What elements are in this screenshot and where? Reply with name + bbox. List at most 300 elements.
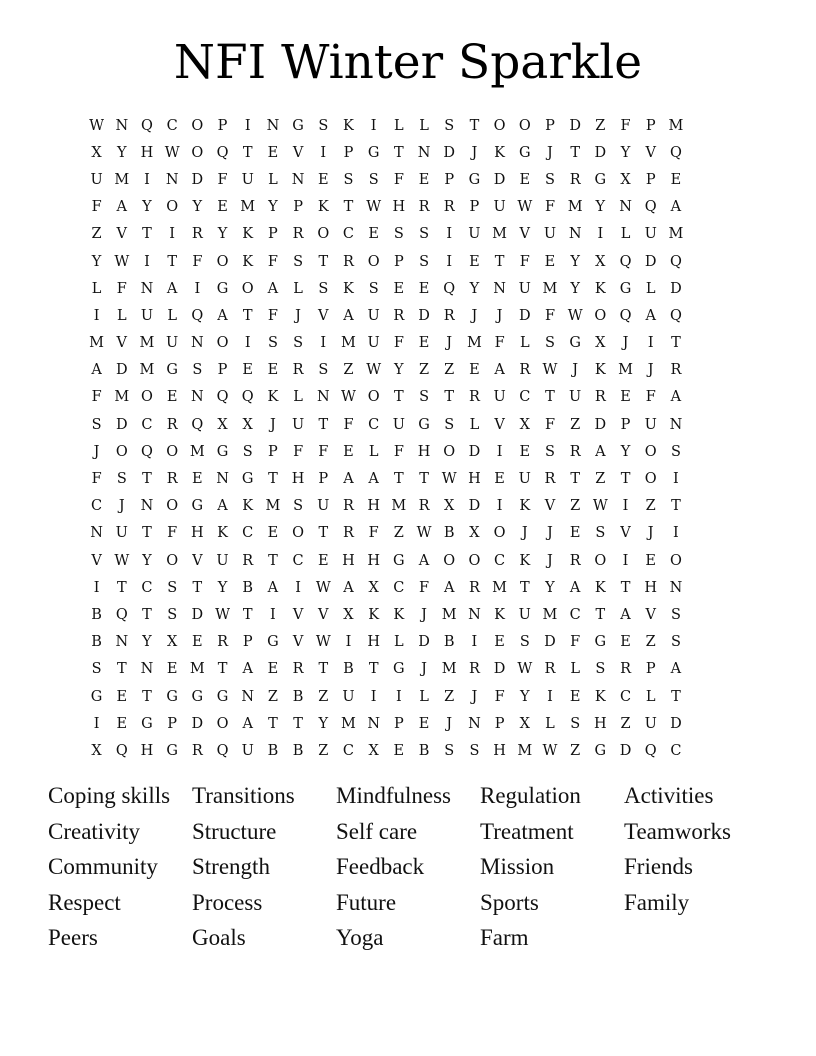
grid-letter: T xyxy=(368,661,379,678)
grid-letter: V xyxy=(91,552,102,569)
grid-letter: S xyxy=(368,280,379,297)
grid-letter: F xyxy=(519,253,530,270)
grid-letter: W xyxy=(215,606,230,623)
grid-letter: V xyxy=(318,307,329,324)
grid-letter: R xyxy=(544,471,556,488)
grid-letter: V xyxy=(519,226,531,243)
grid-letter: Y xyxy=(192,199,203,216)
grid-letter: M xyxy=(542,606,558,623)
grid-letter: F xyxy=(116,280,127,297)
grid-letter: Q xyxy=(644,199,657,216)
grid-letter: I xyxy=(93,307,100,324)
grid-row xyxy=(84,248,740,275)
grid-letter: T xyxy=(419,471,429,488)
grid-letter: R xyxy=(468,579,480,596)
grid-letter: G xyxy=(166,362,178,379)
grid-letter: T xyxy=(671,335,681,352)
grid-letter: S xyxy=(91,661,102,678)
grid-letter: J xyxy=(496,307,503,324)
grid-letter: I xyxy=(471,634,478,651)
grid-letter: S xyxy=(444,117,455,134)
grid-letter: S xyxy=(419,253,429,270)
grid-letter: O xyxy=(518,117,531,134)
grid-letter: P xyxy=(545,117,555,134)
grid-letter: N xyxy=(241,688,255,705)
grid-letter: M xyxy=(492,226,508,243)
grid-letter: R xyxy=(393,307,405,324)
grid-letter: R xyxy=(242,552,254,569)
grid-letter: M xyxy=(668,226,684,243)
grid-letter: X xyxy=(368,579,379,596)
grid-letter: Q xyxy=(241,389,254,406)
grid-letter: Q xyxy=(669,307,682,324)
grid-letter: L xyxy=(91,280,102,297)
grid-letter: B xyxy=(418,742,430,759)
word-search-grid xyxy=(84,112,740,765)
grid-letter: K xyxy=(267,389,279,406)
grid-letter: E xyxy=(544,253,556,270)
grid-letter: O xyxy=(443,443,456,460)
grid-letter: K xyxy=(343,117,354,134)
grid-letter: M xyxy=(542,280,558,297)
grid-letter: J xyxy=(446,715,453,732)
grid-letter: I xyxy=(622,552,629,569)
grid-letter: Z xyxy=(444,688,455,705)
grid-letter: E xyxy=(116,715,128,732)
grid-letter: W xyxy=(341,389,356,406)
grid-letter: Q xyxy=(216,742,229,759)
grid-letter: U xyxy=(493,199,506,216)
grid-letter: O xyxy=(468,552,481,569)
grid-letter: J xyxy=(421,661,427,678)
grid-row xyxy=(84,411,740,438)
grid-letter: E xyxy=(368,226,379,243)
grid-letter: I xyxy=(370,688,377,705)
grid-letter: F xyxy=(393,335,404,352)
grid-letter: Q xyxy=(141,117,153,134)
grid-row xyxy=(84,520,740,547)
grid-letter: K xyxy=(368,606,380,623)
grid-letter: Q xyxy=(115,742,128,759)
grid-row xyxy=(84,710,740,737)
grid-letter: E xyxy=(267,362,279,379)
grid-letter: Q xyxy=(216,144,229,161)
grid-letter: N xyxy=(669,579,683,596)
grid-letter: K xyxy=(594,280,606,297)
grid-letter: S xyxy=(519,634,530,651)
grid-letter: Y xyxy=(116,144,127,161)
grid-letter: N xyxy=(140,661,154,678)
grid-letter: T xyxy=(242,144,253,161)
grid-letter: O xyxy=(216,335,229,352)
grid-letter: E xyxy=(267,525,279,542)
grid-letter: H xyxy=(367,552,380,569)
grid-letter: T xyxy=(167,253,177,270)
grid-letter: M xyxy=(618,362,633,379)
grid-letter: Y xyxy=(570,280,580,297)
grid-letter: Q xyxy=(669,144,682,161)
grid-row xyxy=(84,493,740,520)
grid-letter: X xyxy=(620,171,631,188)
grid-letter: U xyxy=(317,498,330,515)
grid-letter: S xyxy=(670,634,681,651)
grid-letter: S xyxy=(343,171,354,188)
grid-letter: T xyxy=(620,471,631,488)
grid-letter: B xyxy=(242,579,254,596)
grid-letter: M xyxy=(567,199,583,216)
grid-row xyxy=(84,330,740,357)
grid-letter: A xyxy=(418,552,430,569)
grid-letter: N xyxy=(367,715,380,732)
grid-letter: R xyxy=(418,199,430,216)
grid-letter: I xyxy=(194,280,201,297)
grid-letter: W xyxy=(315,634,331,651)
grid-row xyxy=(84,357,740,384)
grid-letter: N xyxy=(568,226,582,243)
grid-letter: X xyxy=(166,634,178,651)
grid-letter: G xyxy=(267,634,279,651)
grid-letter: D xyxy=(468,498,481,515)
grid-letter: J xyxy=(93,443,100,460)
grid-letter: O xyxy=(594,552,607,569)
grid-letter: G xyxy=(594,171,607,188)
word-list-item: Farm xyxy=(480,925,529,950)
grid-letter: D xyxy=(443,144,456,161)
grid-letter: A xyxy=(217,307,228,324)
grid-letter: A xyxy=(569,579,581,596)
grid-letter: T xyxy=(268,471,278,488)
grid-letter: B xyxy=(267,742,279,759)
grid-letter: K xyxy=(494,144,506,161)
grid-letter: P xyxy=(444,171,455,188)
grid-letter: Z xyxy=(91,226,102,243)
grid-letter: A xyxy=(242,661,253,678)
grid-letter: E xyxy=(418,335,430,352)
grid-letter: T xyxy=(268,715,278,732)
grid-letter: E xyxy=(192,471,203,488)
grid-letter: T xyxy=(570,144,580,161)
grid-letter: F xyxy=(393,171,404,188)
grid-letter: X xyxy=(444,498,455,515)
grid-letter: T xyxy=(570,471,580,488)
grid-letter: O xyxy=(292,525,305,542)
grid-letter: M xyxy=(189,443,205,460)
word-list-item: Creativity xyxy=(48,818,140,844)
grid-letter: Q xyxy=(191,307,204,324)
grid-letter: U xyxy=(90,171,103,188)
grid-letter: Y xyxy=(268,199,278,216)
grid-letter: G xyxy=(216,443,229,460)
grid-letter: H xyxy=(342,552,355,569)
grid-letter: Z xyxy=(645,634,656,651)
word-list-item: Teamworks xyxy=(624,818,731,844)
grid-letter: W xyxy=(164,144,180,161)
grid-letter: I xyxy=(673,525,679,542)
grid-letter: O xyxy=(669,552,682,569)
word-list-item: Transitions xyxy=(192,783,295,808)
grid-letter: C xyxy=(569,606,581,623)
grid-letter: E xyxy=(242,362,254,379)
grid-letter: L xyxy=(620,226,631,243)
grid-letter: K xyxy=(217,525,228,542)
grid-letter: A xyxy=(645,307,656,324)
grid-letter: F xyxy=(544,199,555,216)
grid-letter: E xyxy=(620,389,631,406)
grid-letter: F xyxy=(91,199,102,216)
grid-letter: N xyxy=(115,634,129,651)
grid-letter: F xyxy=(192,253,203,270)
grid-letter: I xyxy=(320,144,327,161)
grid-letter: K xyxy=(242,498,254,515)
grid-letter: I xyxy=(244,335,251,352)
grid-letter: K xyxy=(594,579,606,596)
grid-letter: H xyxy=(291,471,305,488)
grid-letter: F xyxy=(494,335,505,352)
grid-row xyxy=(84,737,740,764)
grid-letter: I xyxy=(270,606,276,623)
grid-letter: T xyxy=(595,606,606,623)
grid-letter: A xyxy=(343,471,354,488)
grid-letter: X xyxy=(368,742,379,759)
grid-row xyxy=(84,465,740,492)
grid-letter: E xyxy=(192,634,203,651)
grid-letter: N xyxy=(140,280,154,297)
word-list-item: Regulation xyxy=(480,783,581,808)
grid-letter: Y xyxy=(595,199,606,216)
word-list-item: Sports xyxy=(480,889,539,915)
grid-letter: N xyxy=(669,416,683,433)
grid-letter: A xyxy=(116,199,128,216)
grid-letter: T xyxy=(142,606,152,623)
grid-letter: A xyxy=(670,661,682,678)
grid-letter: L xyxy=(469,416,480,433)
grid-letter: G xyxy=(191,498,204,515)
grid-letter: I xyxy=(547,688,553,705)
grid-letter: P xyxy=(393,715,404,732)
grid-letter: R xyxy=(443,199,455,216)
grid-letter: N xyxy=(468,606,481,623)
grid-letter: A xyxy=(670,389,682,406)
word-list-item: Respect xyxy=(48,889,121,915)
grid-letter: D xyxy=(115,362,128,379)
grid-letter: S xyxy=(444,416,455,433)
grid-letter: S xyxy=(545,443,555,460)
grid-letter: K xyxy=(519,552,531,569)
grid-letter: T xyxy=(318,253,329,270)
grid-letter: I xyxy=(496,443,503,460)
grid-letter: D xyxy=(191,606,204,623)
grid-letter: P xyxy=(217,362,228,379)
grid-letter: I xyxy=(295,579,301,596)
grid-letter: E xyxy=(217,199,228,216)
grid-letter: S xyxy=(469,742,480,759)
grid-letter: N xyxy=(191,389,204,406)
grid-letter: A xyxy=(166,280,178,297)
grid-letter: E xyxy=(317,552,329,569)
grid-letter: K xyxy=(594,362,606,379)
grid-letter: G xyxy=(292,117,304,134)
grid-letter: S xyxy=(318,117,329,134)
grid-letter: G xyxy=(216,280,229,297)
grid-letter: P xyxy=(217,117,228,134)
grid-row xyxy=(84,112,740,139)
grid-letter: V xyxy=(645,606,656,623)
grid-letter: D xyxy=(418,307,430,324)
grid-letter: U xyxy=(644,715,657,732)
grid-letter: B xyxy=(91,634,102,651)
word-list-item: Process xyxy=(192,889,263,915)
grid-letter: J xyxy=(547,525,553,542)
grid-letter: R xyxy=(292,362,304,379)
word-list-item: Community xyxy=(48,854,158,879)
word-bank xyxy=(48,778,768,956)
grid-letter: E xyxy=(494,471,505,488)
grid-letter: R xyxy=(620,661,631,678)
grid-letter: E xyxy=(393,280,405,297)
grid-row xyxy=(84,221,740,248)
grid-letter: W xyxy=(542,742,558,759)
grid-letter: O xyxy=(241,280,254,297)
grid-row xyxy=(84,139,740,166)
grid-letter: I xyxy=(244,117,251,134)
grid-letter: T xyxy=(394,144,404,161)
grid-letter: Y xyxy=(620,443,631,460)
grid-letter: U xyxy=(644,226,657,243)
grid-row xyxy=(84,438,740,465)
grid-letter: F xyxy=(318,443,329,460)
grid-letter: C xyxy=(368,416,380,433)
grid-letter: V xyxy=(494,416,505,433)
grid-letter: R xyxy=(468,661,480,678)
grid-letter: Q xyxy=(216,389,229,406)
grid-letter: C xyxy=(141,416,153,433)
grid-letter: T xyxy=(142,525,152,542)
grid-letter: Y xyxy=(142,199,152,216)
grid-letter: S xyxy=(167,579,178,596)
grid-letter: N xyxy=(468,715,481,732)
grid-letter: E xyxy=(116,688,128,705)
grid-letter: T xyxy=(620,579,631,596)
grid-letter: O xyxy=(493,525,506,542)
grid-row xyxy=(84,601,740,628)
grid-letter: H xyxy=(392,199,406,216)
grid-letter: M xyxy=(391,498,407,515)
grid-letter: M xyxy=(139,335,155,352)
grid-letter: G xyxy=(518,144,531,161)
word-list-item: Structure xyxy=(192,818,277,844)
grid-letter: I xyxy=(496,498,503,515)
grid-letter: G xyxy=(141,715,153,732)
grid-letter: W xyxy=(567,307,583,324)
word-list-item: Coping skills xyxy=(48,783,171,808)
grid-letter: Q xyxy=(443,280,456,297)
grid-letter: Z xyxy=(444,362,455,379)
grid-letter: D xyxy=(418,634,430,651)
grid-letter: A xyxy=(267,579,279,596)
grid-letter: V xyxy=(318,606,329,623)
grid-letter: J xyxy=(421,606,427,623)
grid-letter: X xyxy=(343,606,354,623)
grid-letter: I xyxy=(622,498,629,515)
grid-letter: O xyxy=(493,117,506,134)
grid-letter: O xyxy=(166,552,179,569)
grid-letter: R xyxy=(443,307,455,324)
grid-letter: M xyxy=(441,661,457,678)
grid-letter: R xyxy=(217,634,228,651)
grid-letter: M xyxy=(341,715,356,732)
grid-letter: U xyxy=(518,280,531,297)
word-list-item: Self care xyxy=(336,818,418,844)
word-list-item: Peers xyxy=(48,925,98,950)
grid-letter: O xyxy=(216,253,229,270)
grid-letter: N xyxy=(291,171,305,188)
grid-letter: E xyxy=(418,280,430,297)
grid-letter: N xyxy=(619,199,632,216)
grid-letter: T xyxy=(142,471,152,488)
grid-letter: Z xyxy=(570,742,581,759)
grid-letter: F xyxy=(217,171,228,188)
grid-letter: N xyxy=(493,280,506,297)
grid-letter: S xyxy=(293,253,304,270)
grid-letter: E xyxy=(519,171,531,188)
grid-letter: N xyxy=(90,525,103,542)
grid-letter: T xyxy=(192,579,203,596)
grid-row xyxy=(84,574,740,601)
grid-letter: S xyxy=(192,362,203,379)
grid-letter: T xyxy=(142,688,152,705)
grid-letter: Z xyxy=(318,688,329,705)
grid-letter: U xyxy=(367,335,380,352)
grid-letter: N xyxy=(191,335,204,352)
grid-letter: P xyxy=(393,253,404,270)
grid-letter: K xyxy=(242,253,254,270)
grid-letter: M xyxy=(492,579,508,596)
grid-letter: G xyxy=(191,688,204,705)
grid-letter: V xyxy=(292,606,304,623)
grid-letter: G xyxy=(166,742,178,759)
grid-letter: U xyxy=(216,552,229,569)
grid-letter: U xyxy=(543,226,557,243)
grid-letter: H xyxy=(468,471,481,488)
grid-letter: T xyxy=(545,389,555,406)
grid-letter: K xyxy=(317,199,329,216)
grid-letter: C xyxy=(494,552,506,569)
grid-letter: X xyxy=(242,416,253,433)
grid-letter: M xyxy=(668,117,684,134)
grid-letter: W xyxy=(416,525,432,542)
grid-letter: E xyxy=(418,715,430,732)
grid-letter: A xyxy=(242,715,253,732)
grid-letter: T xyxy=(444,389,455,406)
grid-letter: R xyxy=(292,661,304,678)
grid-letter: V xyxy=(620,525,631,542)
grid-letter: J xyxy=(622,335,629,352)
grid-letter: M xyxy=(265,498,281,515)
grid-row xyxy=(84,656,740,683)
grid-letter: A xyxy=(217,498,228,515)
grid-letter: X xyxy=(469,525,480,542)
grid-letter: B xyxy=(443,525,455,542)
grid-letter: S xyxy=(595,661,606,678)
grid-letter: Z xyxy=(595,471,606,488)
grid-letter: J xyxy=(521,525,528,542)
grid-letter: Y xyxy=(519,688,530,705)
grid-letter: V xyxy=(292,634,304,651)
grid-letter: I xyxy=(345,634,352,651)
grid-letter: D xyxy=(544,634,556,651)
grid-letter: W xyxy=(517,199,533,216)
grid-letter: P xyxy=(620,416,631,433)
